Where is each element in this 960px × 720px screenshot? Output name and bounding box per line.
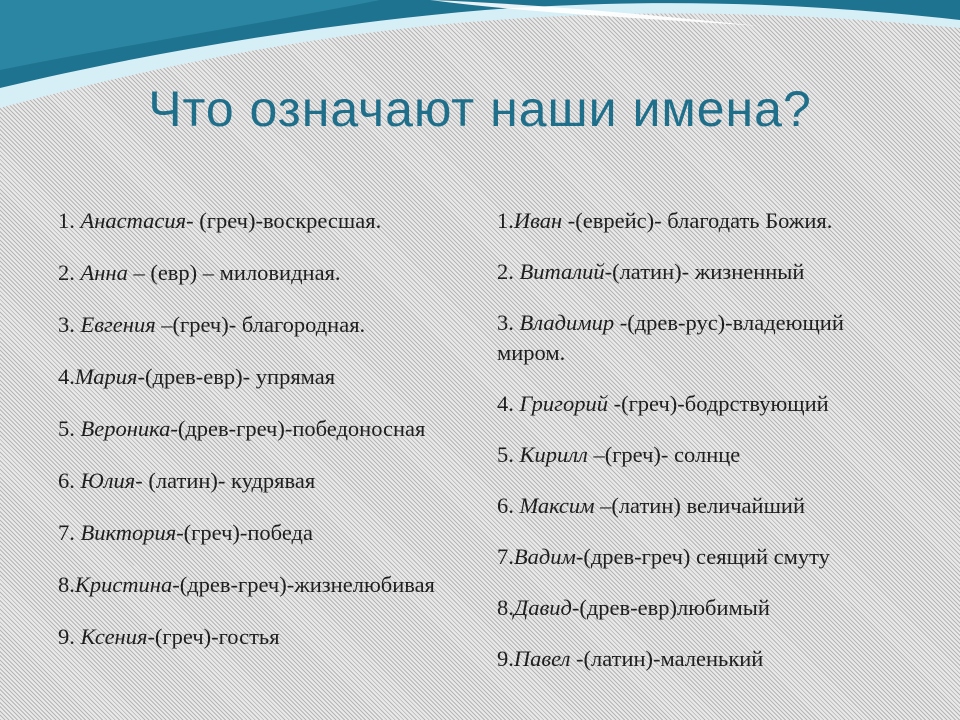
item-name: Кристина [74,572,173,597]
item-name: Анна [80,260,128,285]
list-item [497,308,917,368]
list-item [497,644,917,674]
item-meaning: -(латин)- жизненный [604,259,805,284]
item-name: Мария [74,364,138,389]
item-name: Ксения [80,624,148,649]
list-item [497,440,917,470]
list-item [58,466,458,496]
item-number: 3. [58,312,81,337]
item-meaning: –(греч)- солнце [587,442,741,467]
item-number: 4. [58,364,75,389]
item-name: Григорий [519,391,608,416]
list-item [58,622,458,652]
item-number: 2. [497,259,520,284]
list-item [58,258,458,288]
list-item [497,491,917,521]
item-meaning: -(древ-евр)любимый [571,595,770,620]
item-meaning: -(древ-греч)-жизнелюбивая [172,572,435,597]
item-number: 2. [58,260,81,285]
item-meaning: –(латин) величайший [594,493,805,518]
item-number: 1. [497,208,514,233]
list-item [497,257,917,287]
list-item [58,362,458,392]
item-name: Вадим [513,544,576,569]
item-name: Виталий [519,259,605,284]
list-item [497,206,917,236]
item-name: Евгения [80,312,156,337]
item-name: Вероника [80,416,171,441]
item-number: 5. [58,416,81,441]
item-number: 6. [58,468,81,493]
item-meaning: -(еврейс)- благодать Божия. [562,208,833,233]
item-name: Давид [513,595,572,620]
item-meaning: –(греч)- благородная. [155,312,366,337]
item-number: 1. [58,208,81,233]
item-meaning: -(латин)-маленький [570,646,764,671]
list-item [58,206,458,236]
item-meaning: -(древ-евр)- упрямая [137,364,336,389]
item-number: 9. [497,646,514,671]
item-name: Виктория [80,520,177,545]
item-meaning: -(греч)-победа [176,520,313,545]
item-name: Кирилл [519,442,588,467]
item-meaning: - (латин)- кудрявая [135,468,316,493]
list-item [497,593,917,623]
item-number: 6. [497,493,520,518]
list-item [58,570,458,600]
item-number: 4. [497,391,520,416]
item-name: Иван [513,208,563,233]
item-number: 5. [497,442,520,467]
item-number: 8. [497,595,514,620]
list-item [58,414,458,444]
item-number: 9. [58,624,81,649]
item-number: 3. [497,310,520,335]
item-name: Анастасия [80,208,187,233]
list-item [497,389,917,419]
list-item [497,542,917,572]
item-number: 7. [58,520,81,545]
item-number: 8. [58,572,75,597]
item-meaning: -(греч)-гостья [147,624,280,649]
item-meaning: -(древ-греч) сеящий смуту [575,544,830,569]
female-names-list [58,206,458,674]
item-name: Юлия [80,468,136,493]
item-name: Максим [519,493,595,518]
item-name: Владимир [519,310,615,335]
item-meaning: -(древ-греч)-победоносная [170,416,426,441]
item-number: 7. [497,544,514,569]
item-meaning: -(древ-рус)-владеющий миром. [497,310,844,365]
list-item [58,518,458,548]
item-meaning: -(греч)-бодрствующий [607,391,829,416]
list-item [58,310,458,340]
item-meaning: - (греч)-воскресшая. [186,208,382,233]
item-name: Павел [513,646,571,671]
page-title: Что означают наши имена? [148,81,812,137]
male-names-list [497,206,917,695]
item-meaning: – (евр) – миловидная. [127,260,341,285]
